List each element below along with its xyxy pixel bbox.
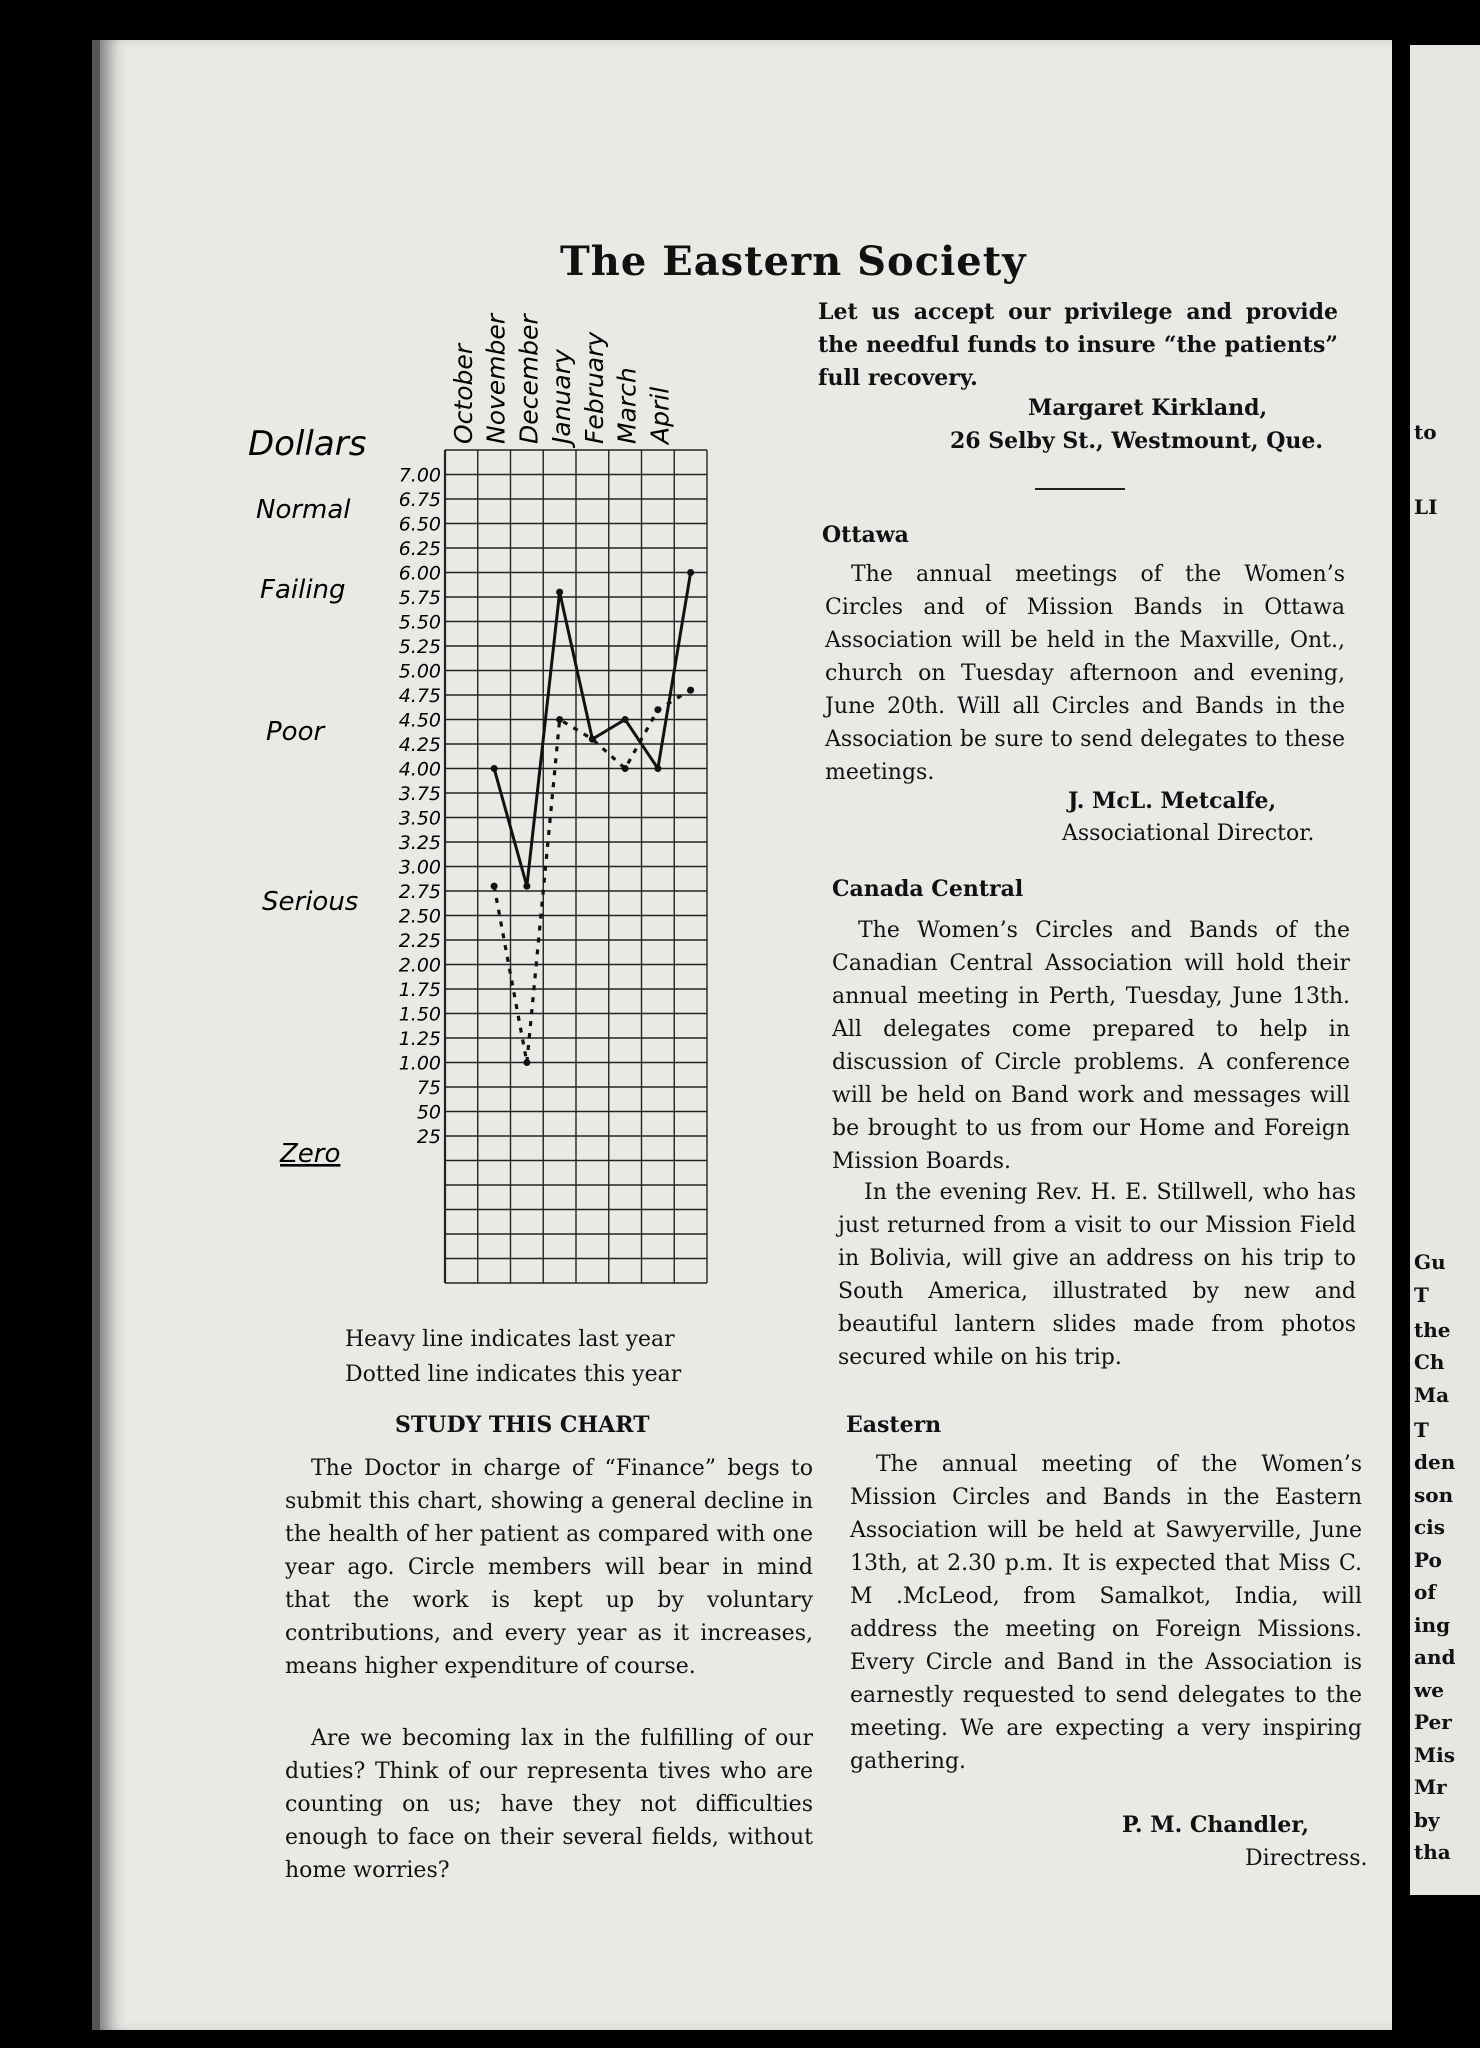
ottawa-heading: Ottawa	[822, 522, 909, 548]
next-page-word: ing	[1414, 1613, 1451, 1637]
next-page-word: cis	[1414, 1515, 1446, 1539]
eastern-text: The annual meeting of the Women’s Mission Circles and Bands in the Eastern Association will be held at Sawyerville, June 13th, at 2.30 p.m. It is expected that Miss C. M .McLeod, from Samalkot, India, will address the meeting on Foreign Missions. Every Circle and Band in the Association is earnestly requested to send delegates to the meeting. We are expecting a very inspiring gathering.	[850, 1452, 1362, 1774]
heavy-point	[556, 589, 563, 596]
next-page-word: LI	[1414, 495, 1438, 519]
heavy-line	[494, 573, 691, 887]
month-label-february: February	[579, 331, 609, 444]
dotted-point	[687, 687, 694, 694]
next-page-word: son	[1414, 1483, 1454, 1507]
month-label-april: April	[645, 386, 675, 444]
tick-label: 5.00	[398, 660, 441, 683]
tick-label: 3.25	[398, 832, 441, 854]
month-label-january: January	[547, 349, 576, 444]
tick-label: 4.50	[398, 709, 441, 732]
tick-label: 2.50	[398, 905, 441, 928]
study-paragraph-2	[285, 1722, 813, 1887]
next-page-word: Po	[1414, 1548, 1442, 1572]
next-page-word: the	[1414, 1318, 1451, 1342]
next-page-word: Mr	[1414, 1775, 1447, 1799]
signature-kirkland: Margaret Kirkland,	[1028, 395, 1268, 421]
canada-paragraph-2	[838, 1176, 1356, 1374]
tick-label: 1.50	[398, 1003, 441, 1026]
eastern-heading: Eastern	[846, 1412, 942, 1438]
tick-label: 3.75	[398, 783, 441, 805]
dotted-point	[654, 706, 661, 713]
month-label-november: November	[481, 313, 511, 444]
next-page-word: Gu	[1414, 1250, 1446, 1274]
tick-label: 1.00	[398, 1052, 441, 1075]
month-label-october: October	[448, 343, 478, 444]
dotted-point	[589, 736, 596, 743]
caption-heavy: Heavy line indicates last year	[345, 1327, 675, 1352]
divider	[1035, 488, 1125, 490]
study-text-2: Are we becoming lax in the fulfilling of our duties? Think of our representa tives who are counting on us; have they not difficulties enough to face on their several fields, without home worries?	[285, 1726, 813, 1883]
next-page-word: T	[1414, 1283, 1429, 1307]
month-label-march: March	[612, 367, 642, 444]
title-chandler: Directress.	[1245, 1846, 1368, 1871]
tick-label: 4.75	[398, 685, 441, 707]
next-page-word: we	[1414, 1678, 1444, 1702]
heavy-point	[523, 883, 530, 890]
tick-label: 3.00	[398, 856, 441, 879]
next-page-word: by	[1414, 1808, 1440, 1832]
dotted-point	[556, 716, 563, 723]
next-page-word: den	[1414, 1450, 1456, 1474]
address-kirkland: 26 Selby St., Westmount, Que.	[950, 428, 1324, 454]
next-page-word: Ma	[1414, 1383, 1450, 1407]
study-paragraph-1	[285, 1452, 813, 1683]
tick-label: 4.25	[398, 734, 441, 756]
tick-label: 1.25	[398, 1028, 441, 1050]
next-page-word: Mis	[1414, 1743, 1455, 1767]
category-poor: Poor	[266, 717, 325, 747]
next-page-word: Per	[1414, 1710, 1452, 1734]
tick-label: 2.00	[398, 954, 441, 977]
canada-text-2: In the evening Rev. H. E. Stillwell, who has just returned from a visit to our Mission Field in Bolivia, will give an address on his trip to South America, illustrated by new and beautiful lantern slides made from photos secured while on his trip.	[838, 1180, 1356, 1370]
dotted-point	[523, 1059, 530, 1066]
tick-label: 7.00	[398, 464, 441, 487]
tick-label: 5.50	[398, 611, 441, 634]
canada-central-heading: Canada Central	[832, 876, 1024, 902]
tick-label: 6.75	[398, 489, 441, 511]
tick-label: 4.00	[398, 758, 441, 781]
next-page-word: and	[1414, 1645, 1456, 1669]
tick-label: 2.25	[398, 930, 441, 952]
next-page-word: of	[1414, 1580, 1436, 1604]
title-metcalfe: Associational Director.	[1062, 821, 1315, 846]
heavy-point	[654, 765, 661, 772]
study-text-1: The Doctor in charge of “Finance” begs to submit this chart, showing a general decline in the health of her patient as compared with one year ago. Circle members will bear in mind that the work is kept up by voluntary contributions, and every year as it increases, means higher expenditure of course.	[285, 1456, 813, 1679]
heavy-point	[491, 765, 498, 772]
next-page-word: to	[1414, 420, 1437, 444]
tick-label: 1.75	[398, 979, 441, 1001]
tick-label: 6.00	[398, 562, 441, 585]
ottawa-paragraph	[825, 558, 1345, 789]
category-failing: Failing	[260, 575, 346, 605]
canada-paragraph-1	[832, 914, 1350, 1178]
health-chart	[220, 300, 800, 1310]
caption-dotted: Dotted line indicates this year	[345, 1362, 682, 1387]
tick-label: 50	[416, 1101, 441, 1124]
tick-label: 2.75	[398, 881, 441, 903]
heavy-point	[687, 569, 694, 576]
tick-label: 5.75	[398, 587, 441, 609]
category-zero: Zero	[280, 1139, 341, 1169]
page-title: The Eastern Society	[560, 238, 1027, 285]
intro-paragraph	[818, 296, 1338, 395]
heavy-point	[622, 716, 629, 723]
signature-metcalfe: J. McL. Metcalfe,	[1068, 788, 1277, 814]
chart-grid	[445, 450, 707, 1283]
tick-label: 75	[416, 1077, 441, 1099]
next-page-word: Ch	[1414, 1350, 1445, 1374]
canada-text-1: The Women’s Circles and Bands of the Canadian Central Association will hold their annual meeting in Perth, Tuesday, June 13th. All delegates come prepared to help in discussion of Circle problems. A conference will be held on Band work and messages will be brought to us from our Home and Foreign Mission Boards.	[832, 918, 1350, 1174]
study-heading: STUDY THIS CHART	[395, 1412, 650, 1438]
next-page-word: tha	[1414, 1840, 1451, 1864]
signature-chandler: P. M. Chandler,	[1122, 1812, 1310, 1838]
y-axis-title: Dollars	[248, 424, 367, 464]
tick-label: 6.50	[398, 513, 441, 536]
category-serious: Serious	[262, 887, 359, 917]
tick-labels	[399, 465, 441, 1149]
ottawa-text: The annual meetings of the Women’s Circles and of Mission Bands in Ottawa Association will be held in the Maxville, Ont., church on Tuesday afternoon and evening, June 20th. Will all Circles and Bands in the Association be sure to send delegates to these meetings.	[825, 562, 1345, 785]
intro-text: Let us accept our privilege and provide the needful funds to insure “the patients” full recovery.	[818, 299, 1338, 391]
month-labels	[449, 312, 675, 449]
tick-label: 3.50	[398, 807, 441, 830]
tick-label: 25	[416, 1126, 441, 1148]
tick-label: 6.25	[398, 538, 441, 560]
month-label-december: December	[514, 314, 544, 444]
eastern-paragraph	[850, 1448, 1362, 1778]
next-page-word: T	[1414, 1418, 1429, 1442]
dotted-point	[622, 765, 629, 772]
dotted-point	[491, 883, 498, 890]
tick-label: 5.25	[398, 636, 441, 658]
category-normal: Normal	[256, 495, 351, 525]
